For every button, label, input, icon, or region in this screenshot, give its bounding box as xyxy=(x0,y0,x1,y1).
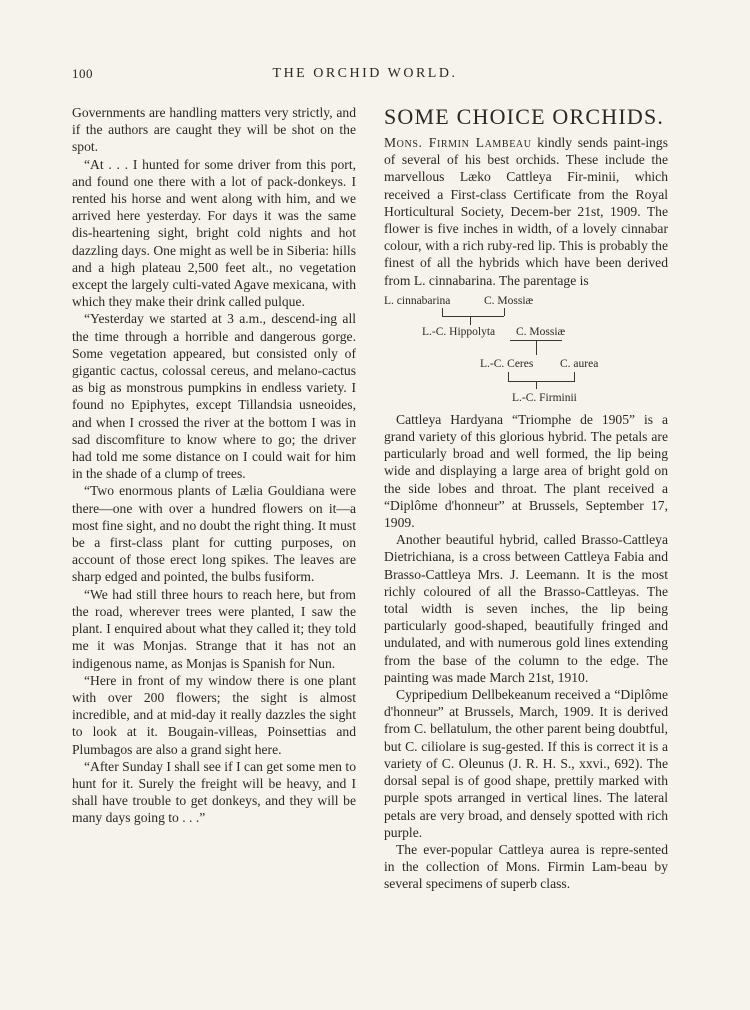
paragraph: “At . . . I hunted for some driver from this port, and found one there with a lot of pack-donkeys. I rented his horse and went along with him, and we arrived here yesterday. For days it was the same dis-heartening sight, bright cold nights and hot dazzling days. One might as well be in Siberia: hills and a high plateau 2,500 feet alt., no vegetation except the largely culti-vated Agave mexicana, with which they make their drink called pulque. xyxy=(72,156,356,310)
paragraph: Another beautiful hybrid, called Brasso-Cattleya Dietrichiana, is a cross between Cattleya Fabia and Brasso-Cattleya Mrs. J. Leemann. It is the most richly coloured of all the Brasso-Cattleyas. The total width is seven inches, the lip being particularly good-shaped, beautifully fringed and undulated, and with numerous gold lines extending from the base of the column to the edge. The painting was made March 21st, 1910. xyxy=(384,532,668,685)
parent-l-cinnabarina: L. cinnabarina xyxy=(384,294,451,307)
paragraph: “Here in front of my window there is one plant with over 200 flowers; the sight is almost incredible, and at mid-day it really dazzles the sight to look at it. Bougain-villeas, Poinsettias and Plumbagos are also a grand sight here. xyxy=(72,672,356,757)
parent-c-mossiae-2: C. Mossiæ xyxy=(516,325,566,338)
paragraph: “Two enormous plants of Lælia Gouldiana were there—one with over a hundred flowers on it—a most fine sight, and no doubt the right thing. It must be a first-class plant for cutting purposes, on account of those erect long spikes. The leaves are sharp edged and pointed, the bulbs fusiform. xyxy=(72,483,356,585)
connector-line xyxy=(442,308,443,316)
section-heading: SOME CHOICE ORCHIDS. xyxy=(384,104,665,129)
connector-line xyxy=(508,372,509,381)
paragraph: Cattleya Hardyana “Triomphe de 1905” is a grand variety of this glorious hybrid. The petals are particularly broad and well formed, the lip being wide and displaying a large area of bright gold on the side lobes and throat. The plant received a “Diplôme d'honneur” at Brussels, September 17, 1909. xyxy=(384,411,668,531)
hybrid-ceres: L.-C. Ceres xyxy=(480,357,534,370)
left-column xyxy=(72,104,356,827)
paragraph: Cypripedium Dellbekeanum received a “Diplôme d'honneur” at Brussels, March, 1909. It is derived from C. bellatulum, the other parent being doubtful, but C. ciliolare is sug-gested. If this is correct it is a variety of C. Oleunus (J. R. H. S., xxvi., 692). The dorsal sepal is of good shape, prettily marked with purple spots arranged in vertical lines. The lateral petals are very broad, and densely spotted with rich purple. xyxy=(384,687,668,840)
paragraph: The ever-popular Cattleya aurea is repre-sented in the collection of Mons. Firmin Lam-beau by several specimens of superb class. xyxy=(384,841,668,892)
running-header xyxy=(72,66,658,86)
connector-line xyxy=(536,341,537,355)
sender-name: Mons. Firmin Lambeau xyxy=(384,135,532,150)
connector-line xyxy=(504,308,505,316)
parentage-diagram xyxy=(384,295,668,407)
paragraph: “After Sunday I shall see if I can get some men to hunt for it. Surely the freight will be heavy, and I shall have trouble to get donkeys, and they will be many days going to . . .” xyxy=(72,758,356,826)
right-column xyxy=(384,104,668,893)
hybrid-hippolyta: L.-C. Hippolyta xyxy=(422,325,496,338)
parent-c-mossiae: C. Mossiæ xyxy=(484,294,534,307)
page-number: 100 xyxy=(72,66,93,81)
connector-line xyxy=(442,316,504,317)
hybrid-firminii: L.-C. Firminii xyxy=(512,391,577,404)
parent-c-aurea: C. aurea xyxy=(560,357,599,370)
connector-line xyxy=(470,317,471,325)
paragraph: “We had still three hours to reach here, but from the road, wherever trees were planted, I saw the plant. I enquired about what they called it; they told me it was Monjas. Strange that it has not an indigenous name, as Monjas is Spanish for Nun. xyxy=(72,586,356,671)
journal-title: THE ORCHID WORLD. xyxy=(272,66,458,81)
connector-line xyxy=(536,382,537,389)
connector-line xyxy=(508,381,575,382)
paragraph: “Yesterday we started at 3 a.m., descend-ing all the time through a horrible and dangerous gorge. Some vegetation appeared, but consisted only of gigantic cactus, colossal cereus, and melano-cactus as big as monstrous pumpkins in endless variety. I found no Epiphytes, except Tillandsia usneoides, and when I crossed the river at the bottom I was in sad discomfiture to know where to go; the driver had told me some distance on I could wait for him in the shade of a clump of trees. xyxy=(72,311,356,482)
intro-paragraph xyxy=(384,134,668,289)
connector-line xyxy=(574,372,575,381)
intro-text: kindly sends paint-ings of several of his best orchids. These include the marvellous Læko Cattleya Fir-minii, which received a First-class Certificate from the Royal Horticultural Society, Decem-ber 21st, 1909. The flower is five inches in width, of a lovely cinnabar colour, with a rich ruby-red lip. This is probably the finest of all the hybrids which have been derived from L. cinnabarina. The parentage is xyxy=(384,135,669,288)
paragraph: Governments are handling matters very strictly, and if the authors are caught they will be shot on the spot. xyxy=(72,105,356,155)
